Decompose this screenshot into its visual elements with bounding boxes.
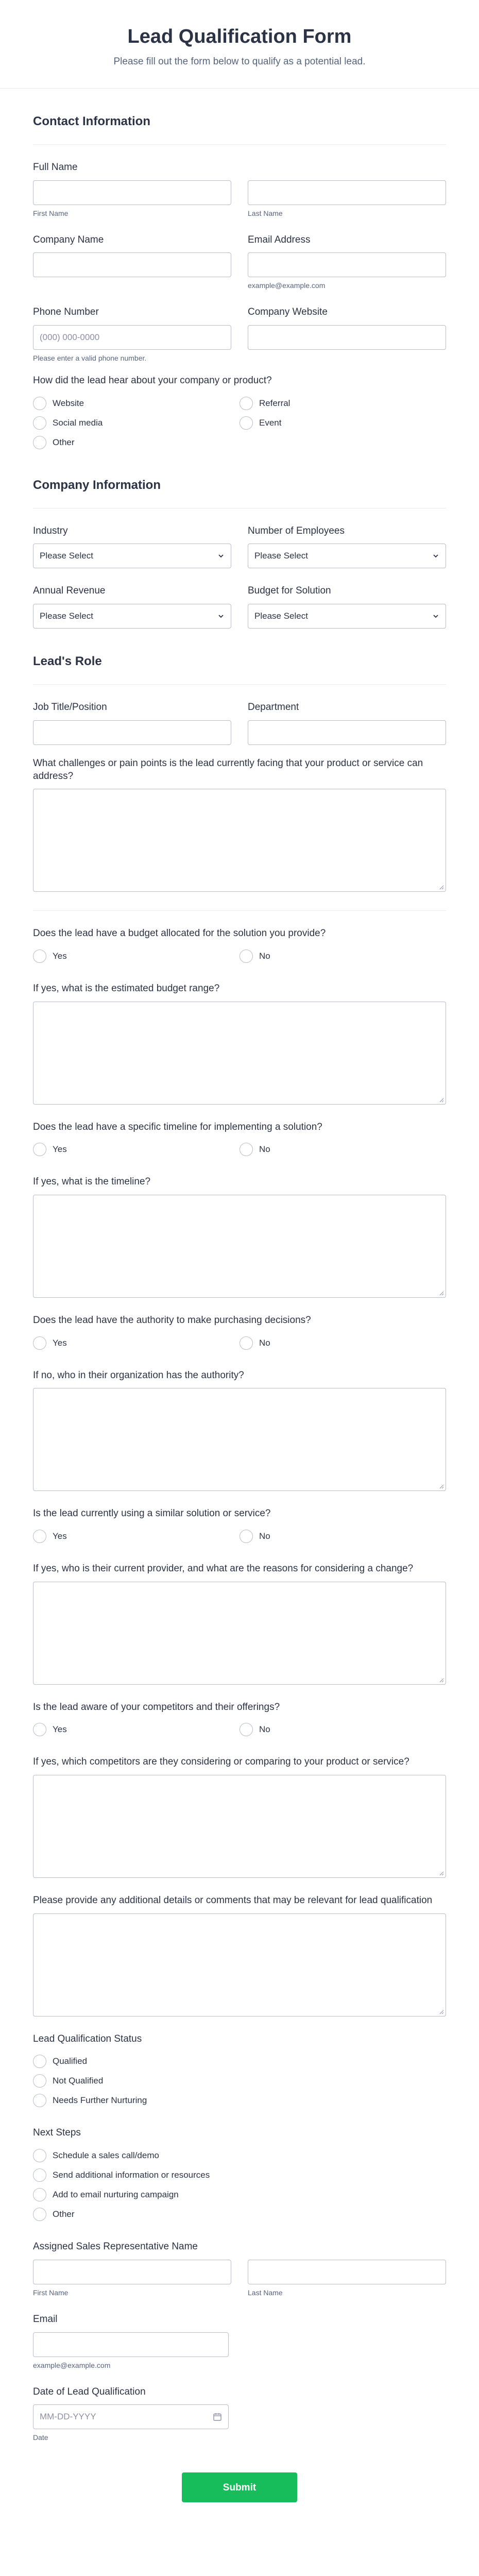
industry-label: Industry — [33, 525, 68, 536]
rep-last-name-input[interactable] — [248, 2260, 446, 2284]
radio-option-needs-nurturing[interactable] — [33, 2091, 446, 2110]
chevron-down-icon — [432, 613, 439, 620]
revenue-label: Annual Revenue — [33, 585, 106, 597]
phone-sublabel: Please enter a valid phone number. — [33, 354, 147, 363]
resize-handle-icon[interactable] — [439, 1097, 444, 1103]
similar-detail-field — [33, 1563, 446, 1685]
radio-circle[interactable] — [33, 1143, 46, 1156]
resize-handle-icon[interactable] — [439, 885, 444, 890]
radio-label: Yes — [53, 1724, 67, 1735]
website-label: Company Website — [248, 307, 328, 318]
radio-option-event[interactable] — [239, 413, 446, 433]
next-steps-field — [33, 2127, 446, 2224]
qualification-status-label: Lead Qualification Status — [33, 2033, 142, 2044]
radio-label: Yes — [53, 1337, 67, 1348]
radio-label: Schedule a sales call/demo — [53, 2150, 159, 2161]
chevron-down-icon — [217, 552, 225, 560]
radio-option-yes[interactable] — [33, 946, 239, 966]
revenue-select[interactable] — [33, 604, 231, 629]
employees-field — [248, 525, 446, 569]
challenges-field — [33, 757, 446, 892]
date-sublabel: Date — [33, 2433, 48, 2442]
radio-option-yes[interactable] — [33, 1140, 239, 1159]
radio-circle[interactable] — [33, 1530, 46, 1543]
competitors-field — [33, 1701, 446, 1740]
select-value: Please Select — [254, 551, 308, 561]
radio-circle[interactable] — [33, 2168, 46, 2182]
department-field — [248, 701, 446, 745]
radio-option-not-qualified[interactable] — [33, 2071, 446, 2091]
similar-solution-label: Is the lead currently using a similar solution or service? — [33, 1508, 271, 1519]
timeline-detail-label: If yes, what is the timeline? — [33, 1176, 151, 1188]
budget-solution-select[interactable] — [248, 604, 446, 629]
budget-allocated-label: Does the lead have a budget allocated for the solution you provide? — [33, 928, 326, 939]
form-title: Lead Qualification Form — [127, 26, 352, 47]
competitors-label: Is the lead aware of your competitors and their offerings? — [33, 1701, 280, 1713]
radio-option-yes[interactable] — [33, 1527, 239, 1546]
radio-circle[interactable] — [33, 2188, 46, 2201]
date-input[interactable] — [33, 2404, 229, 2429]
radio-label: No — [259, 1144, 270, 1155]
email-address-label: Email Address — [248, 234, 311, 245]
industry-field — [33, 525, 231, 569]
email-address-sublabel: example@example.com — [248, 281, 326, 290]
radio-option-no[interactable] — [239, 946, 446, 966]
radio-label: Other — [53, 2209, 75, 2219]
next-steps-label: Next Steps — [33, 2127, 81, 2139]
radio-circle[interactable] — [33, 416, 46, 430]
radio-label: Not Qualified — [53, 2076, 104, 2086]
radio-option-other[interactable] — [33, 2205, 446, 2224]
first-name-sublabel: First Name — [33, 209, 69, 217]
full-name-label: Full Name — [33, 162, 78, 173]
department-input[interactable] — [248, 720, 446, 745]
rep-name-label: Assigned Sales Representative Name — [33, 2241, 198, 2252]
email-address-input[interactable] — [248, 252, 446, 277]
radio-label: Yes — [53, 951, 67, 961]
authority-field — [33, 1314, 446, 1353]
radio-option-referral[interactable] — [239, 394, 446, 413]
job-title-label: Job Title/Position — [33, 702, 107, 713]
section-divider — [33, 910, 446, 911]
radio-circle[interactable] — [239, 1530, 253, 1543]
phone-field — [33, 306, 231, 362]
radio-label: Qualified — [53, 2056, 88, 2066]
challenges-label: What challenges or pain points is the lead currently facing that your product or service can address? — [33, 757, 423, 782]
competitors-detail-field — [33, 1756, 446, 1878]
authority-detail-field — [33, 1369, 446, 1492]
select-value: Please Select — [40, 551, 93, 561]
rep-email-sublabel: example@example.com — [33, 2361, 111, 2369]
timeline-label: Does the lead have a specific timeline for implementing a solution? — [33, 1121, 322, 1132]
budget-range-label: If yes, what is the estimated budget range? — [33, 982, 220, 994]
rep-email-label: Email — [33, 2313, 58, 2325]
radio-circle[interactable] — [239, 397, 253, 410]
rep-email-field — [33, 2313, 446, 2369]
website-field — [248, 306, 446, 362]
similar-solution-field — [33, 1507, 446, 1546]
radio-option-send-info[interactable] — [33, 2165, 446, 2185]
radio-circle[interactable] — [33, 436, 46, 449]
radio-label: Yes — [53, 1531, 67, 1541]
radio-option-no[interactable] — [239, 1140, 446, 1159]
radio-option-no[interactable] — [239, 1527, 446, 1546]
competitors-detail-label: If yes, which competitors are they considering or comparing to your product or service? — [33, 1756, 409, 1768]
timeline-detail-textarea[interactable] — [33, 1195, 446, 1298]
department-label: Department — [248, 702, 299, 713]
section-company-title: Company Information — [33, 478, 446, 509]
rep-name-field — [33, 2241, 446, 2297]
budget-solution-field — [248, 585, 446, 629]
radio-circle[interactable] — [33, 1336, 46, 1350]
additional-details-field — [33, 1894, 446, 2016]
calendar-icon[interactable] — [213, 2412, 222, 2421]
employees-select[interactable] — [248, 544, 446, 568]
radio-circle[interactable] — [33, 2074, 46, 2088]
rep-last-name-sublabel: Last Name — [248, 2288, 283, 2297]
company-name-label: Company Name — [33, 234, 104, 245]
chevron-down-icon — [432, 552, 439, 560]
date-placeholder: MM-DD-YYYY — [40, 2412, 96, 2422]
radio-option-no[interactable] — [239, 1333, 446, 1353]
website-input[interactable] — [248, 325, 446, 350]
submit-row — [33, 2472, 446, 2502]
radio-label: No — [259, 1337, 270, 1348]
radio-label: Add to email nurturing campaign — [53, 2190, 179, 2200]
radio-option-schedule-call[interactable] — [33, 2146, 446, 2165]
qualification-status-field — [33, 2033, 446, 2111]
radio-circle[interactable] — [33, 2208, 46, 2221]
additional-details-textarea[interactable] — [33, 1913, 446, 2016]
radio-circle[interactable] — [33, 2149, 46, 2162]
radio-circle[interactable] — [239, 1723, 253, 1736]
select-value: Please Select — [254, 611, 308, 621]
rep-first-name-input[interactable] — [33, 2260, 231, 2284]
phone-input[interactable]: (000) 000-0000 — [33, 325, 231, 350]
radio-option-website[interactable] — [33, 394, 239, 413]
radio-circle[interactable] — [239, 1143, 253, 1156]
radio-option-no[interactable] — [239, 1720, 446, 1739]
budget-solution-label: Budget for Solution — [248, 585, 331, 597]
form-subtitle: Please fill out the form below to qualify as a potential lead. — [113, 56, 366, 67]
radio-circle[interactable] — [33, 397, 46, 410]
rep-email-input[interactable] — [33, 2332, 229, 2357]
authority-detail-textarea[interactable] — [33, 1388, 446, 1491]
radio-circle[interactable] — [33, 2094, 46, 2107]
authority-label: Does the lead have the authority to make purchasing decisions? — [33, 1314, 311, 1326]
first-name-input[interactable] — [33, 180, 231, 205]
employees-label: Number of Employees — [248, 525, 345, 536]
radio-option-qualified[interactable] — [33, 2052, 446, 2071]
similar-detail-label: If yes, who is their current provider, and what are the reasons for considering a change? — [33, 1563, 414, 1574]
radio-label: No — [259, 951, 270, 961]
radio-label: Other — [53, 437, 75, 447]
radio-circle[interactable] — [239, 416, 253, 430]
resize-handle-icon[interactable] — [439, 1291, 444, 1296]
hear-about-field — [33, 375, 446, 452]
select-value: Please Select — [40, 611, 93, 621]
resize-handle-icon[interactable] — [439, 1484, 444, 1489]
radio-label: Send additional information or resources — [53, 2170, 210, 2180]
radio-label: Referral — [259, 398, 290, 408]
section-contact-title: Contact Information — [33, 114, 446, 145]
radio-circle[interactable] — [33, 950, 46, 963]
radio-label: No — [259, 1724, 270, 1735]
radio-label: Website — [53, 398, 84, 408]
company-name-input[interactable] — [33, 252, 231, 277]
company-name-field — [33, 234, 231, 290]
radio-circle[interactable] — [239, 1336, 253, 1350]
radio-label: Social media — [53, 417, 103, 428]
budget-allocated-field — [33, 927, 446, 966]
radio-label: Needs Further Nurturing — [53, 2095, 147, 2106]
rep-first-name-sublabel: First Name — [33, 2288, 69, 2297]
timeline-field — [33, 1121, 446, 1160]
radio-label: Yes — [53, 1144, 67, 1155]
industry-select[interactable] — [33, 544, 231, 568]
timeline-detail-field — [33, 1176, 446, 1298]
last-name-input[interactable] — [248, 180, 446, 205]
resize-handle-icon[interactable] — [439, 1871, 444, 1876]
chevron-down-icon — [217, 613, 225, 620]
job-title-input[interactable] — [33, 720, 231, 745]
radio-circle[interactable] — [33, 2055, 46, 2068]
competitors-detail-textarea[interactable] — [33, 1775, 446, 1878]
radio-option-email-campaign[interactable] — [33, 2185, 446, 2205]
resize-handle-icon[interactable] — [439, 2009, 444, 2014]
date-label: Date of Lead Qualification — [33, 2386, 146, 2397]
radio-option-social-media[interactable] — [33, 413, 239, 433]
radio-label: Event — [259, 417, 282, 428]
resize-handle-icon[interactable] — [439, 1677, 444, 1683]
full-name-field — [33, 161, 446, 217]
radio-option-yes[interactable] — [33, 1333, 239, 1353]
challenges-textarea[interactable] — [33, 789, 446, 892]
email-address-field — [248, 234, 446, 290]
radio-circle[interactable] — [239, 950, 253, 963]
budget-range-field — [33, 982, 446, 1105]
radio-option-yes[interactable] — [33, 1720, 239, 1739]
last-name-sublabel: Last Name — [248, 209, 283, 217]
submit-button[interactable]: Submit — [182, 2472, 297, 2502]
date-field — [33, 2386, 446, 2442]
authority-detail-label: If no, who in their organization has the authority? — [33, 1369, 244, 1381]
additional-details-label: Please provide any additional details or comments that may be relevant for lead qualification — [33, 1895, 433, 1906]
radio-option-other[interactable] — [33, 433, 239, 452]
hear-about-label: How did the lead hear about your company or product? — [33, 375, 272, 386]
section-role-title: Lead's Role — [33, 654, 446, 685]
similar-detail-textarea[interactable] — [33, 1582, 446, 1685]
revenue-field — [33, 585, 231, 629]
phone-label: Phone Number — [33, 307, 99, 318]
form-header — [0, 26, 479, 89]
budget-range-textarea[interactable] — [33, 1002, 446, 1105]
radio-label: No — [259, 1531, 270, 1541]
job-title-field — [33, 701, 231, 745]
radio-circle[interactable] — [33, 1723, 46, 1736]
